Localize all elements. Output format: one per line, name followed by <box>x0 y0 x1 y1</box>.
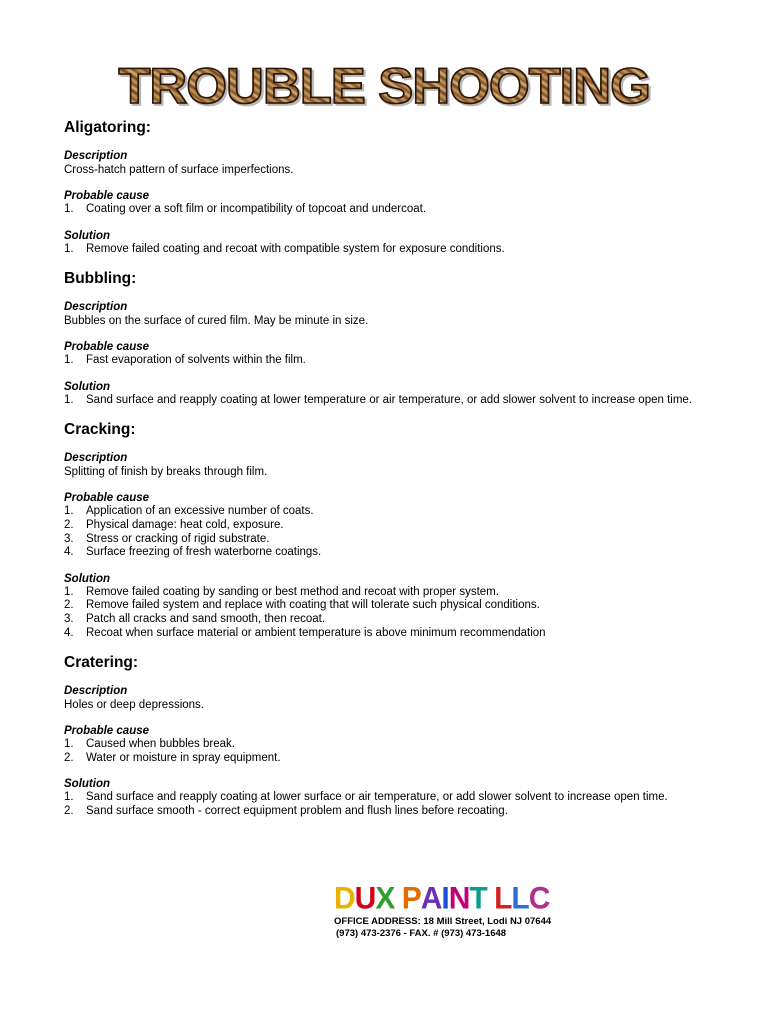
item-number: 3. <box>64 612 74 625</box>
item-number: 3. <box>64 532 74 545</box>
item-number: 4. <box>64 626 74 639</box>
section-heading: Bubbling: <box>64 270 137 288</box>
probable-cause-label: Probable cause <box>64 341 150 354</box>
solution-item <box>64 805 706 819</box>
description-label: Description <box>64 301 128 314</box>
solution-item <box>64 791 706 805</box>
probable-cause-item <box>64 203 706 217</box>
item-text: Sand surface and reapply coating at lower surface or air temperature, or add slower solvent to increase open time. <box>86 791 668 804</box>
description-block <box>64 685 706 712</box>
page-header <box>0 54 768 118</box>
item-text: Sand surface smooth - correct equipment problem and flush lines before recoating. <box>86 804 508 817</box>
probable-cause-item <box>64 738 706 752</box>
solution-label: Solution <box>64 229 110 242</box>
item-number: 1. <box>64 791 74 804</box>
logo-letter: U <box>354 881 376 916</box>
probable-cause-block <box>64 492 706 559</box>
solution-item <box>64 394 706 408</box>
solution-block <box>64 381 706 408</box>
logo-letter <box>487 881 494 917</box>
item-number: 2. <box>64 599 74 612</box>
probable-cause-list <box>64 354 706 368</box>
solution-label: Solution <box>64 572 110 585</box>
probable-cause-item <box>64 546 706 560</box>
item-text: Fast evaporation of solvents within the film. <box>86 354 306 367</box>
probable-cause-list <box>64 505 706 559</box>
logo-letter: L <box>494 881 512 916</box>
probable-cause-item <box>64 354 706 368</box>
solution-block <box>64 778 706 818</box>
troubleshoot-section <box>64 118 706 256</box>
troubleshoot-section <box>64 653 706 818</box>
company-logo <box>334 881 549 917</box>
logo-letter: I <box>441 881 449 916</box>
item-number: 1. <box>64 393 74 406</box>
logo-letter: A <box>420 881 442 916</box>
logo-letter <box>394 881 401 917</box>
solution-label: Solution <box>64 778 110 791</box>
description-text: Cross-hatch pattern of surface imperfections. <box>64 164 294 176</box>
logo-letter: P <box>401 881 421 916</box>
probable-cause-item <box>64 519 706 533</box>
item-number: 2. <box>64 518 74 531</box>
troubleshooting-content <box>64 118 706 832</box>
solution-list <box>64 586 706 640</box>
item-text: Water or moisture in spray equipment. <box>86 751 281 764</box>
description-label: Description <box>64 685 128 698</box>
troubleshoot-section <box>64 269 706 407</box>
item-text: Sand surface and reapply coating at lower temperature or air temperature, or add slower solvent to increase open time. <box>86 393 692 406</box>
item-text: Stress or cracking of rigid substrate. <box>86 532 270 545</box>
item-number: 4. <box>64 546 74 559</box>
item-text: Application of an excessive number of coats. <box>86 505 314 518</box>
solution-block <box>64 230 706 257</box>
probable-cause-label: Probable cause <box>64 492 150 505</box>
solution-label: Solution <box>64 380 110 393</box>
description-block <box>64 150 706 177</box>
description-text: Bubbles on the surface of cured film. May be minute in size. <box>64 315 369 328</box>
item-number: 1. <box>64 585 74 598</box>
item-text: Patch all cracks and sand smooth, then recoat. <box>86 612 326 625</box>
logo-letter: N <box>448 881 470 916</box>
item-number: 1. <box>64 242 74 255</box>
probable-cause-block <box>64 190 706 217</box>
item-text: Caused when bubbles break. <box>86 738 235 751</box>
page-title: TROUBLE SHOOTING <box>118 54 650 118</box>
item-text: Remove failed system and replace with coating that will tolerate such physical conditions. <box>86 599 540 612</box>
solution-item <box>64 243 706 257</box>
item-number: 1. <box>64 354 74 367</box>
logo-letter: C <box>528 881 550 916</box>
solution-block <box>64 573 706 640</box>
logo-letter: T <box>469 881 487 916</box>
item-text: Remove failed coating by sanding or best method and recoat with proper system. <box>86 585 499 598</box>
solution-list <box>64 243 706 257</box>
troubleshoot-section <box>64 420 706 640</box>
logo-letter: X <box>375 881 395 916</box>
logo-text <box>334 881 549 917</box>
probable-cause-item <box>64 505 706 519</box>
item-number: 2. <box>64 751 74 764</box>
item-number: 1. <box>64 738 74 751</box>
description-label: Description <box>64 452 128 465</box>
probable-cause-list <box>64 203 706 217</box>
item-number: 2. <box>64 804 74 817</box>
description-block <box>64 452 706 479</box>
item-text: Coating over a soft film or incompatibility of topcoat and undercoat. <box>86 203 427 215</box>
item-text: Recoat when surface material or ambient temperature is above minimum recommendation <box>86 626 546 639</box>
section-heading: Cracking: <box>64 421 136 439</box>
company-footer <box>334 882 634 939</box>
description-label: Description <box>64 150 128 162</box>
probable-cause-item <box>64 752 706 766</box>
office-address: OFFICE ADDRESS: 18 Mill Street, Lodi NJ 07644 <box>334 916 552 927</box>
probable-cause-block <box>64 725 706 765</box>
item-number: 1. <box>64 203 74 215</box>
item-text: Surface freezing of fresh waterborne coatings. <box>86 546 322 559</box>
probable-cause-block <box>64 341 706 368</box>
solution-item <box>64 599 706 613</box>
probable-cause-label: Probable cause <box>64 190 150 202</box>
item-number: 1. <box>64 505 74 518</box>
solution-item <box>64 586 706 600</box>
item-text: Physical damage: heat cold, exposure. <box>86 518 284 531</box>
solution-item <box>64 613 706 627</box>
probable-cause-item <box>64 533 706 547</box>
solution-list <box>64 394 706 408</box>
solution-list <box>64 791 706 818</box>
description-block <box>64 301 706 328</box>
description-text: Splitting of finish by breaks through film. <box>64 466 268 479</box>
logo-letter: D <box>334 881 355 916</box>
section-heading: Cratering: <box>64 654 139 672</box>
logo-letter: L <box>511 881 529 916</box>
probable-cause-label: Probable cause <box>64 725 150 738</box>
probable-cause-list <box>64 738 706 765</box>
phone-fax: (973) 473-2376 - FAX. # (973) 473-1648 <box>336 927 507 939</box>
item-text: Remove failed coating and recoat with compatible system for exposure conditions. <box>86 242 505 255</box>
section-heading: Aligatoring: <box>64 119 151 136</box>
solution-item <box>64 627 706 641</box>
description-text: Holes or deep depressions. <box>64 699 204 712</box>
